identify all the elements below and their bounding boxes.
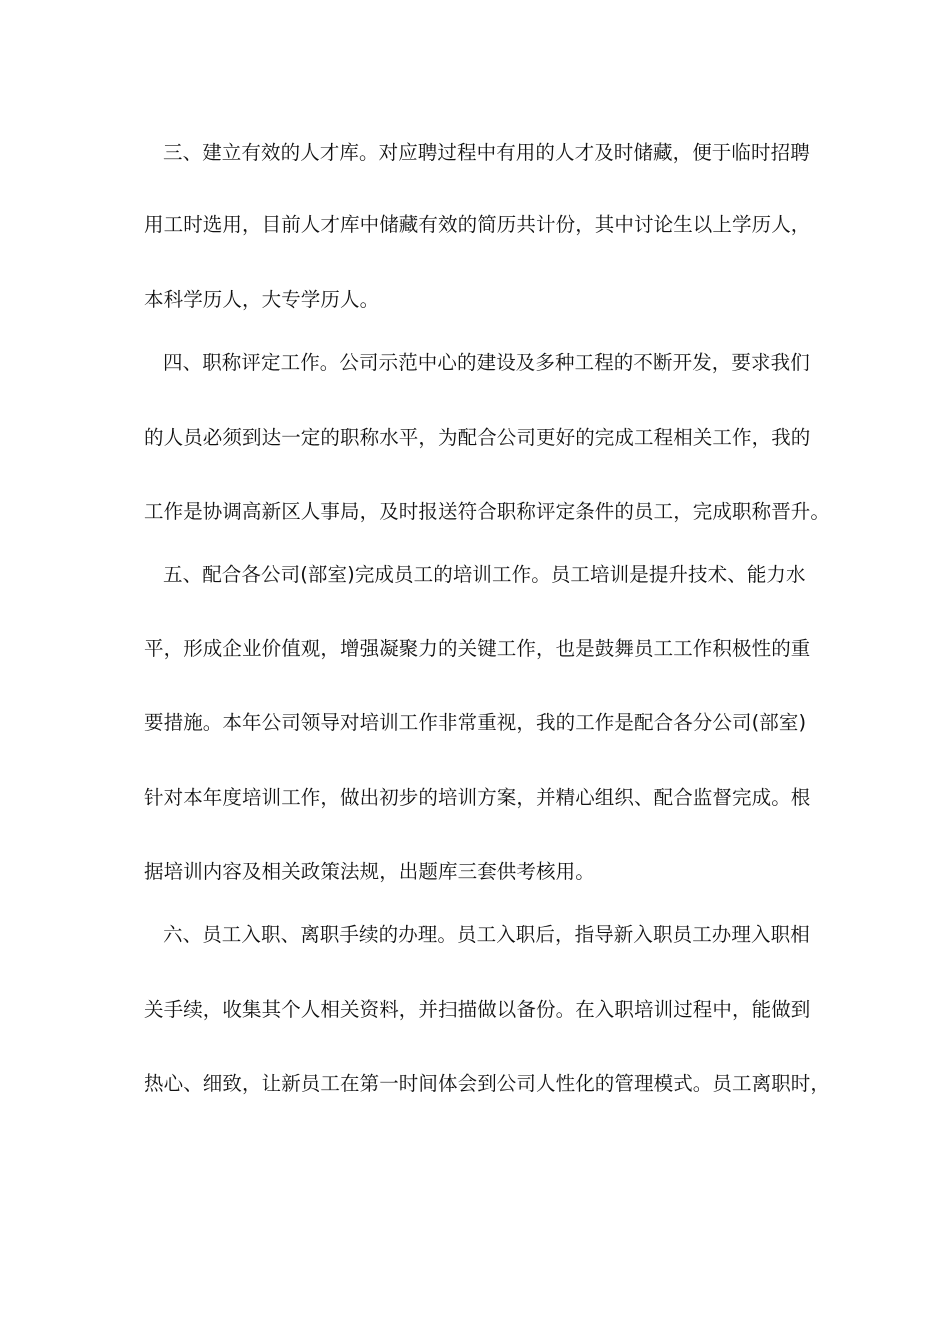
- section-4-line-1: 四、职称评定工作。公司示范中心的建设及多种工程的不断开发，要求我们: [163, 351, 810, 374]
- section-4-line-2: 的人员必须到达一定的职称水平，为配合公司更好的完成工程相关工作，我的: [144, 426, 811, 449]
- section-3-line-2: 用工时选用，目前人才库中储藏有效的简历共计份，其中讨论生以上学历人，: [144, 213, 811, 236]
- section-5-line-3: 要措施。本年公司领导对培训工作非常重视，我的工作是配合各分公司(部室): [144, 711, 807, 734]
- section-5-line-5: 据培训内容及相关政策法规，出题库三套供考核用。: [144, 860, 595, 883]
- section-6-line-1: 六、员工入职、离职手续的办理。员工入职后，指导新入职员工办理入职相: [163, 923, 810, 946]
- section-5-line-1: 五、配合各公司(部室)完成员工的培训工作。员工培训是提升技术、能力水: [163, 563, 806, 586]
- section-3-line-1: 三、建立有效的人才库。对应聘过程中有用的人才及时储藏，便于临时招聘: [163, 141, 810, 164]
- section-6-line-2: 关手续，收集其个人相关资料，并扫描做以备份。在入职培训过程中，能做到: [144, 998, 811, 1021]
- section-3-line-3: 本科学历人，大专学历人。: [144, 288, 380, 311]
- section-5-line-2: 平，形成企业价值观，增强凝聚力的关键工作，也是鼓舞员工工作积极性的重: [144, 637, 811, 660]
- section-5-line-4: 针对本年度培训工作，做出初步的培训方案，并精心组织、配合监督完成。根: [144, 786, 811, 809]
- section-6-line-3: 热心、细致，让新员工在第一时间体会到公司人性化的管理模式。员工离职时，: [144, 1072, 831, 1095]
- section-4-line-3: 工作是协调高新区人事局，及时报送符合职称评定条件的员工，完成职称晋升。: [144, 500, 831, 523]
